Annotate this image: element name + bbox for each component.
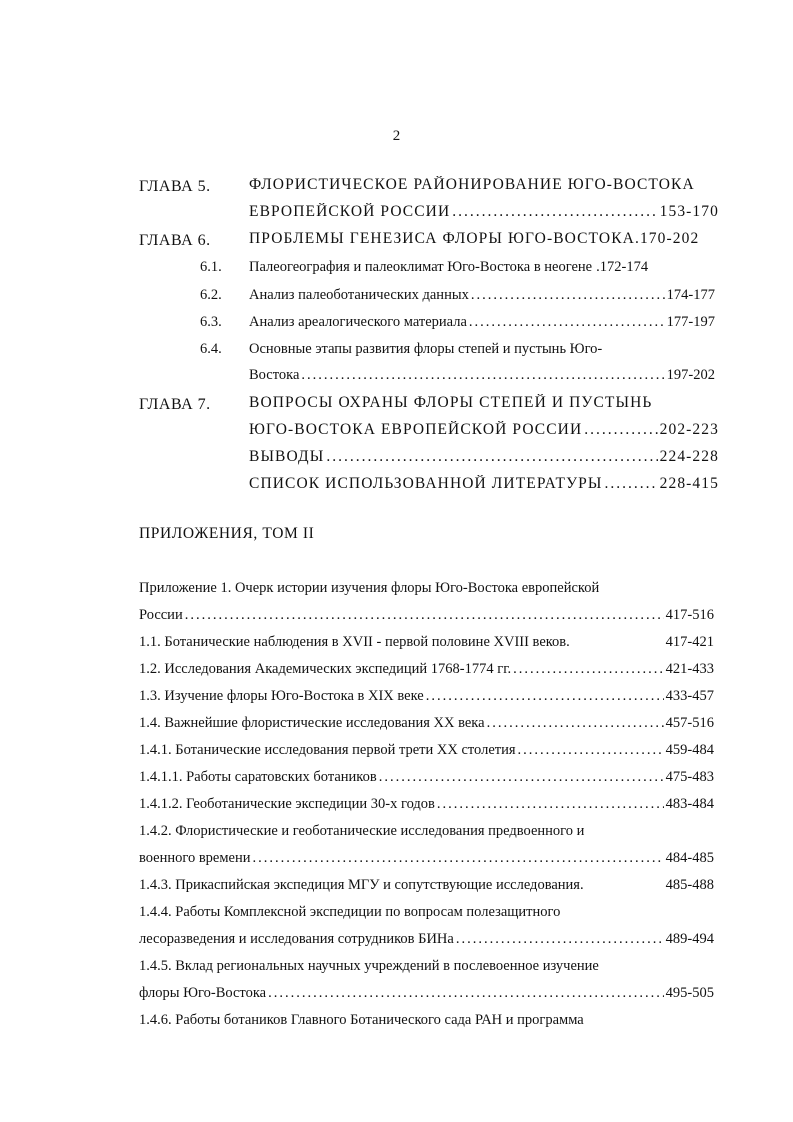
section-6-3-number: 6.3. [200, 314, 222, 330]
appendix-item-pages: 475-483 [665, 769, 714, 785]
conclusions-title: ВЫВОДЫ [249, 448, 325, 465]
appendix-item-title: Приложение 1. Очерк истории изучения флоры Юго-Востока европейской [139, 580, 600, 596]
section-6-2 [249, 287, 715, 311]
chapter-7-pages: 202-223 [659, 421, 719, 438]
appendix-item-title: 1.4.1.1. Работы саратовских ботаников [139, 769, 377, 785]
chapter-7-label: ГЛАВА 7. [139, 396, 211, 413]
appendix-item-pages: 459-484 [665, 742, 714, 758]
appendix-item-1-4-1 [139, 742, 714, 766]
appendix-item-title: 1.4.5. Вклад региональных научных учреждений в послевоенное изучение [139, 958, 599, 974]
appendix-item-title-cont: военного времени [139, 850, 251, 866]
appendix-item-1-4-1-2 [139, 796, 714, 820]
section-6-3 [249, 314, 715, 338]
leader-dots [584, 421, 657, 439]
section-6-4-line2 [249, 367, 715, 391]
chapter-5-title-cont: ЕВРОПЕЙСКОЙ РОССИИ [249, 203, 451, 220]
section-6-1 [249, 259, 719, 283]
appendix-item-title: 1.4.6. Работы ботаников Главного Ботанического сада РАН и программа [139, 1012, 584, 1028]
chapter-7-title-line1 [249, 394, 719, 418]
chapter-6-title: ПРОБЛЕМЫ ГЕНЕЗИСА ФЛОРЫ ЮГО-ВОСТОКА. [249, 230, 640, 247]
section-6-2-title: Анализ палеоботанических данных [249, 287, 469, 303]
appendix-item-1-line1 [139, 580, 719, 604]
appendix-item-title: 1.4.3. Прикаспийская экспедиция МГУ и сопутствующие исследования. [139, 877, 584, 893]
appendix-item-title: 1.1. Ботанические наблюдения в XVII - первой половине XVIII веков. [139, 634, 570, 650]
appendix-item-1-2 [139, 661, 714, 685]
appendix-item-pages: 485-488 [665, 877, 714, 893]
section-6-4-title-cont: Востока [249, 367, 300, 383]
chapter-5-title-line1 [249, 176, 719, 200]
appendix-item-pages: 433-457 [665, 688, 714, 704]
leader-dots [326, 448, 657, 466]
references-title: СПИСОК ИСПОЛЬЗОВАННОЙ ЛИТЕРАТУРЫ [249, 475, 603, 492]
leader-dots [456, 931, 664, 948]
section-6-4-title: Основные этапы развития флоры степей и пустынь Юго- [249, 341, 603, 357]
appendix-item-title: 1.3. Изучение флоры Юго-Востока в XIX веке [139, 688, 424, 704]
appendix-item-1-line2 [139, 607, 714, 631]
appendix-item-title-cont: флоры Юго-Востока [139, 985, 267, 1001]
leader-dots [513, 661, 664, 678]
section-6-4-pages: 197-202 [666, 367, 715, 383]
appendix-item-title: 1.2. Исследования Академических экспедиций 1768-1774 гг. [139, 661, 512, 677]
appendix-item-1-4-5-line2 [139, 985, 714, 1009]
appendix-item-1-3 [139, 688, 714, 712]
appendix-item-pages: 489-494 [665, 931, 714, 947]
chapter-5-title-line2 [249, 203, 719, 227]
section-6-4-number: 6.4. [200, 341, 222, 357]
leader-dots [437, 796, 664, 813]
appendix-item-pages: 417-516 [665, 607, 714, 623]
appendix-item-title: 1.4.4. Работы Комплексной экспедиции по вопросам полезащитного [139, 904, 561, 920]
section-6-1-pages: .172-174 [596, 259, 649, 275]
leader-dots [379, 769, 664, 786]
section-6-1-number: 6.1. [200, 259, 222, 275]
appendix-item-1-4 [139, 715, 714, 739]
leader-dots [268, 985, 664, 1002]
leader-dots [426, 688, 664, 705]
leader-dots [471, 287, 665, 304]
appendix-item-title-cont: лесоразведения и исследования сотрудников БИНа [139, 931, 454, 947]
appendix-item-1-4-2-line1 [139, 823, 719, 847]
appendix-item-title: 1.4.1.2. Геоботанические экспедиции 30-х годов [139, 796, 435, 812]
leader-dots [452, 203, 657, 221]
appendix-item-1-4-2-line2 [139, 850, 714, 874]
appendix-item-1-4-5-line1 [139, 958, 719, 982]
appendix-item-pages: 457-516 [665, 715, 714, 731]
section-6-3-pages: 177-197 [666, 314, 715, 330]
leader-dots [605, 475, 658, 493]
appendix-item-1-4-1-1 [139, 769, 714, 793]
references-line [249, 475, 719, 499]
appendix-item-title: 1.4. Важнейшие флористические исследования XX века [139, 715, 485, 731]
appendix-item-1-4-3 [139, 877, 714, 901]
appendix-item-pages: 495-505 [665, 985, 714, 1001]
appendix-item-1-4-4-line1 [139, 904, 719, 928]
appendix-item-1-1 [139, 634, 714, 658]
leader-dots [469, 314, 665, 331]
appendix-item-title: 1.4.2. Флористические и геоботанические исследования предвоенного и [139, 823, 585, 839]
appendix-item-pages: 484-485 [665, 850, 714, 866]
section-6-2-number: 6.2. [200, 287, 222, 303]
appendix-heading: ПРИЛОЖЕНИЯ, ТОМ II [139, 525, 315, 542]
leader-dots [487, 715, 664, 732]
chapter-5-pages: 153-170 [659, 203, 719, 220]
chapter-5-title: ФЛОРИСТИЧЕСКОЕ РАЙОНИРОВАНИЕ ЮГО-ВОСТОКА [249, 176, 695, 193]
appendix-item-pages: 483-484 [665, 796, 714, 812]
chapter-6-label: ГЛАВА 6. [139, 232, 211, 249]
appendix-item-1-4-4-line2 [139, 931, 714, 955]
chapter-5-label: ГЛАВА 5. [139, 178, 211, 195]
references-pages: 228-415 [659, 475, 719, 492]
appendix-item-pages: 421-433 [665, 661, 714, 677]
chapter-7-title-line2 [249, 421, 719, 445]
appendix-item-title: 1.4.1. Ботанические исследования первой трети XX столетия [139, 742, 516, 758]
chapter-7-title-cont: ЮГО-ВОСТОКА ЕВРОПЕЙСКОЙ РОССИИ [249, 421, 583, 438]
appendix-item-title-cont: России [139, 607, 183, 623]
chapter-6-title-line [249, 230, 719, 254]
page-number: 2 [392, 128, 401, 144]
leader-dots [301, 367, 664, 384]
leader-dots [518, 742, 664, 759]
appendix-item-pages: 417-421 [665, 634, 714, 650]
section-6-1-title: Палеогеография и палеоклимат Юго-Востока в неогене [249, 259, 593, 275]
section-6-2-pages: 174-177 [666, 287, 715, 303]
leader-dots [185, 607, 664, 624]
chapter-7-title: ВОПРОСЫ ОХРАНЫ ФЛОРЫ СТЕПЕЙ И ПУСТЫНЬ [249, 394, 653, 411]
conclusions-pages: 224-228 [659, 448, 719, 465]
conclusions-line [249, 448, 719, 472]
section-6-4-line1 [249, 341, 719, 365]
chapter-6-pages: 170-202 [639, 230, 700, 247]
section-6-3-title: Анализ ареалогического материала [249, 314, 467, 330]
leader-dots [253, 850, 664, 867]
appendix-item-1-4-6-line1 [139, 1012, 719, 1036]
